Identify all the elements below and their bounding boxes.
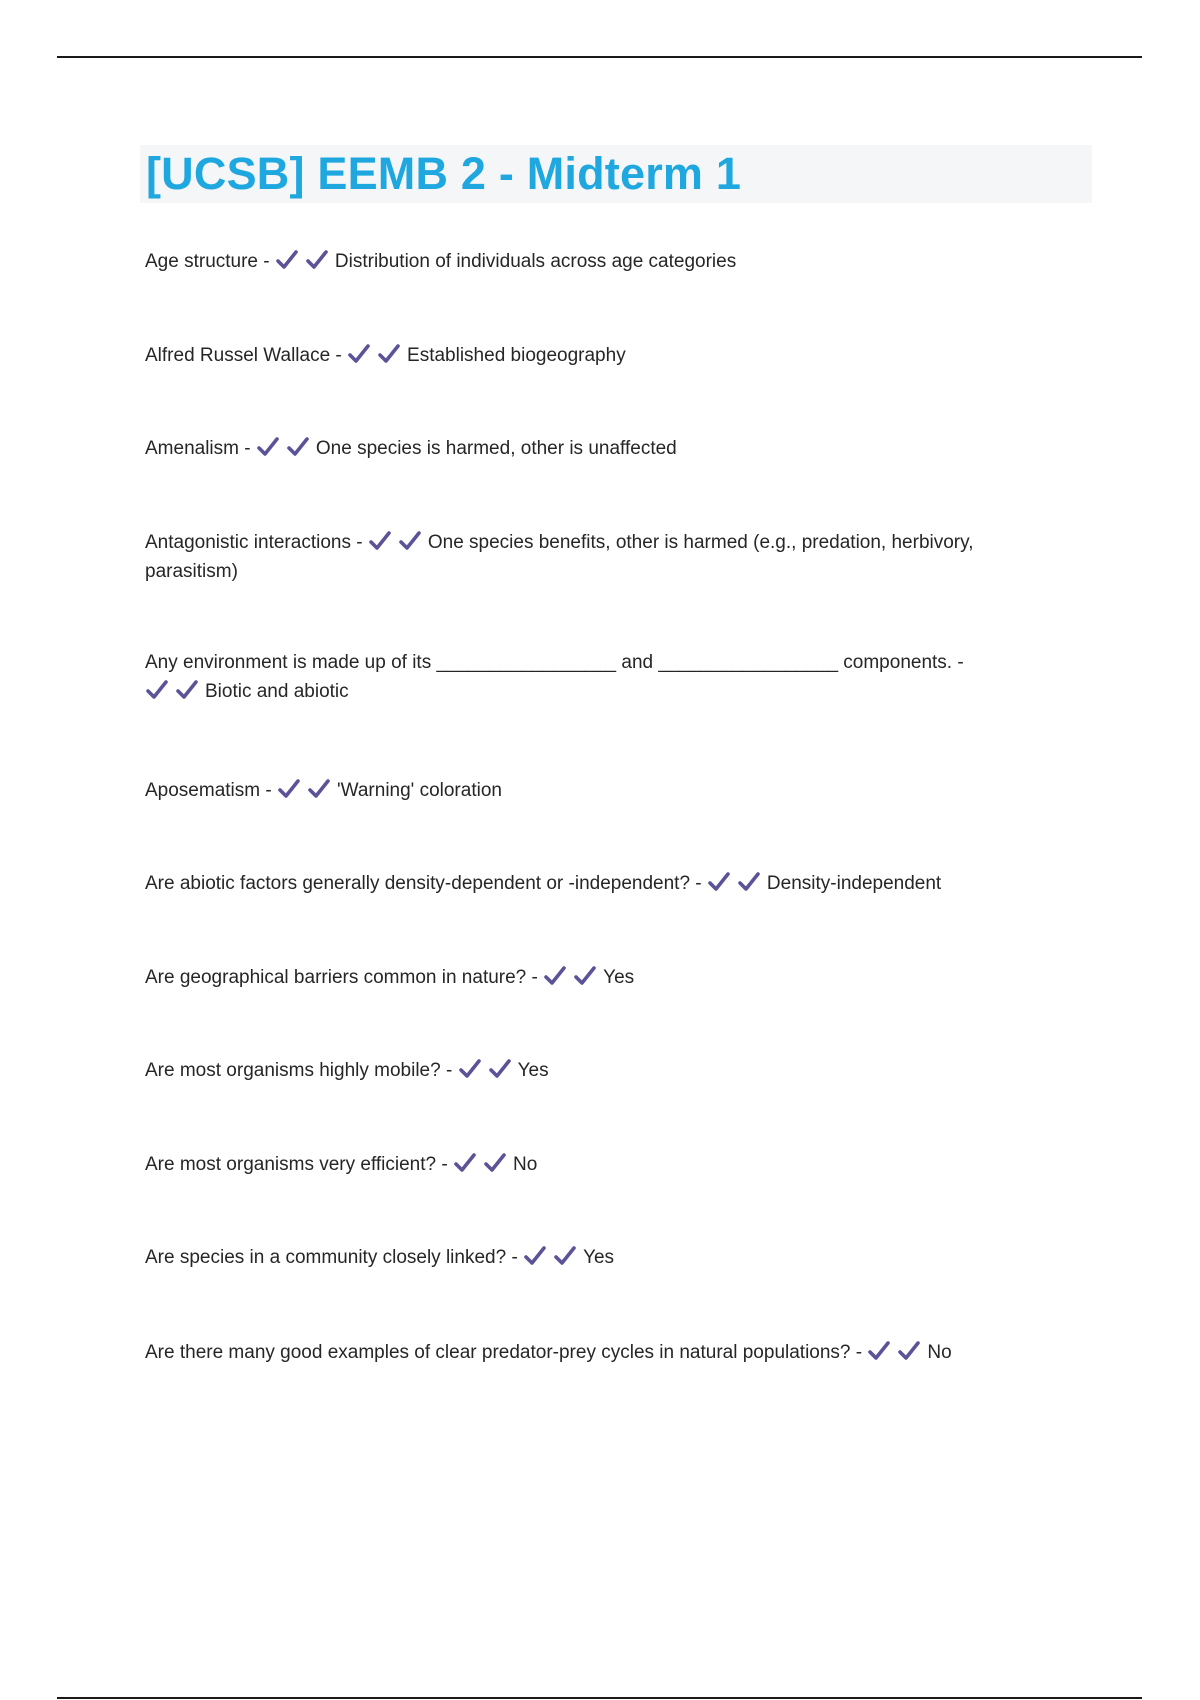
flashcard xyxy=(145,434,1045,463)
card-definition: No xyxy=(927,1342,952,1363)
checkmark-icon xyxy=(307,778,331,800)
checkmark-icon xyxy=(483,1152,507,1174)
separator: - xyxy=(526,967,544,988)
checkmarks xyxy=(523,1247,583,1268)
checkmark-icon xyxy=(145,679,169,701)
flashcard xyxy=(145,963,1045,992)
checkmark-icon xyxy=(867,1340,891,1362)
checkmark-icon xyxy=(368,530,392,552)
card-term: Antagonistic interactions xyxy=(145,532,351,553)
card-term: Amenalism xyxy=(145,438,239,459)
card-term: Age structure xyxy=(145,251,258,272)
card-definition: Biotic and abiotic xyxy=(205,681,349,702)
separator: - xyxy=(690,873,707,894)
flashcard xyxy=(145,1338,1045,1367)
checkmark-icon xyxy=(897,1340,921,1362)
checkmark-icon xyxy=(458,1058,482,1080)
checkmark-icon xyxy=(553,1245,577,1267)
checkmark-icon xyxy=(175,679,199,701)
card-definition: Yes xyxy=(517,1060,549,1081)
separator: - xyxy=(330,345,348,366)
separator: - xyxy=(952,652,964,673)
checkmark-icon xyxy=(398,530,422,552)
flashcard xyxy=(145,1243,1045,1272)
separator: - xyxy=(436,1154,453,1175)
page-title: [UCSB] EEMB 2 - Midterm 1 xyxy=(146,148,742,199)
checkmarks xyxy=(707,873,767,894)
checkmark-icon xyxy=(453,1152,477,1174)
checkmarks xyxy=(256,438,316,459)
checkmark-icon xyxy=(305,249,329,271)
card-definition: Established biogeography xyxy=(407,345,626,366)
card-term: Any environment is made up of its _________________ and _________________ components. xyxy=(145,652,953,673)
card-term: Are most organisms very efficient? xyxy=(145,1154,437,1175)
card-term: Are geographical barriers common in nature? xyxy=(145,967,527,988)
card-definition: One species is harmed, other is unaffected xyxy=(315,438,677,459)
checkmarks xyxy=(368,532,428,553)
card-definition: Distribution of individuals across age categories xyxy=(334,251,737,272)
checkmark-icon xyxy=(523,1245,547,1267)
flashcard xyxy=(145,528,1045,586)
checkmark-icon xyxy=(286,436,310,458)
flashcard xyxy=(145,776,1045,805)
card-definition: No xyxy=(513,1154,538,1175)
card-definition: 'Warning' coloration xyxy=(337,780,502,801)
checkmark-icon xyxy=(275,249,299,271)
separator: - xyxy=(260,780,277,801)
separator: - xyxy=(350,532,368,553)
checkmark-icon xyxy=(277,778,301,800)
checkmarks xyxy=(145,681,205,702)
card-term: Are species in a community closely linked? xyxy=(145,1247,507,1268)
flashcard xyxy=(145,1150,1045,1179)
separator: - xyxy=(506,1247,524,1268)
checkmarks xyxy=(458,1060,518,1081)
card-definition: Yes xyxy=(603,967,635,988)
separator: - xyxy=(238,438,256,459)
checkmark-icon xyxy=(573,965,597,987)
flashcard xyxy=(145,648,1045,706)
card-term: Aposematism xyxy=(145,780,261,801)
checkmark-icon xyxy=(707,871,731,893)
flashcard xyxy=(145,1056,1045,1085)
checkmarks xyxy=(275,251,335,272)
checkmarks xyxy=(453,1154,513,1175)
checkmark-icon xyxy=(347,343,371,365)
separator: - xyxy=(850,1342,868,1363)
flashcard xyxy=(145,341,1045,370)
card-definition: Yes xyxy=(583,1247,615,1268)
checkmarks xyxy=(543,967,603,988)
card-definition: Density-independent xyxy=(766,873,942,894)
checkmarks xyxy=(867,1342,927,1363)
checkmark-icon xyxy=(488,1058,512,1080)
top-rule xyxy=(57,56,1142,58)
checkmark-icon xyxy=(737,871,761,893)
card-term: Are there many good examples of clear predator-prey cycles in natural populations? xyxy=(145,1342,851,1363)
flashcard xyxy=(145,869,1045,898)
card-term: Are abiotic factors generally density-dependent or -independent? xyxy=(145,873,691,894)
card-definition: One species benefits, other is harmed (e.g., predation, herbivory, parasitism) xyxy=(145,532,974,582)
checkmark-icon xyxy=(543,965,567,987)
card-term: Are most organisms highly mobile? xyxy=(145,1060,441,1081)
checkmarks xyxy=(347,345,407,366)
card-term: Alfred Russel Wallace xyxy=(145,345,331,366)
checkmarks xyxy=(277,780,337,801)
separator: - xyxy=(440,1060,458,1081)
flashcard xyxy=(145,247,1045,276)
separator: - xyxy=(258,251,275,272)
checkmark-icon xyxy=(377,343,401,365)
bottom-rule xyxy=(57,1697,1142,1699)
checkmark-icon xyxy=(256,436,280,458)
